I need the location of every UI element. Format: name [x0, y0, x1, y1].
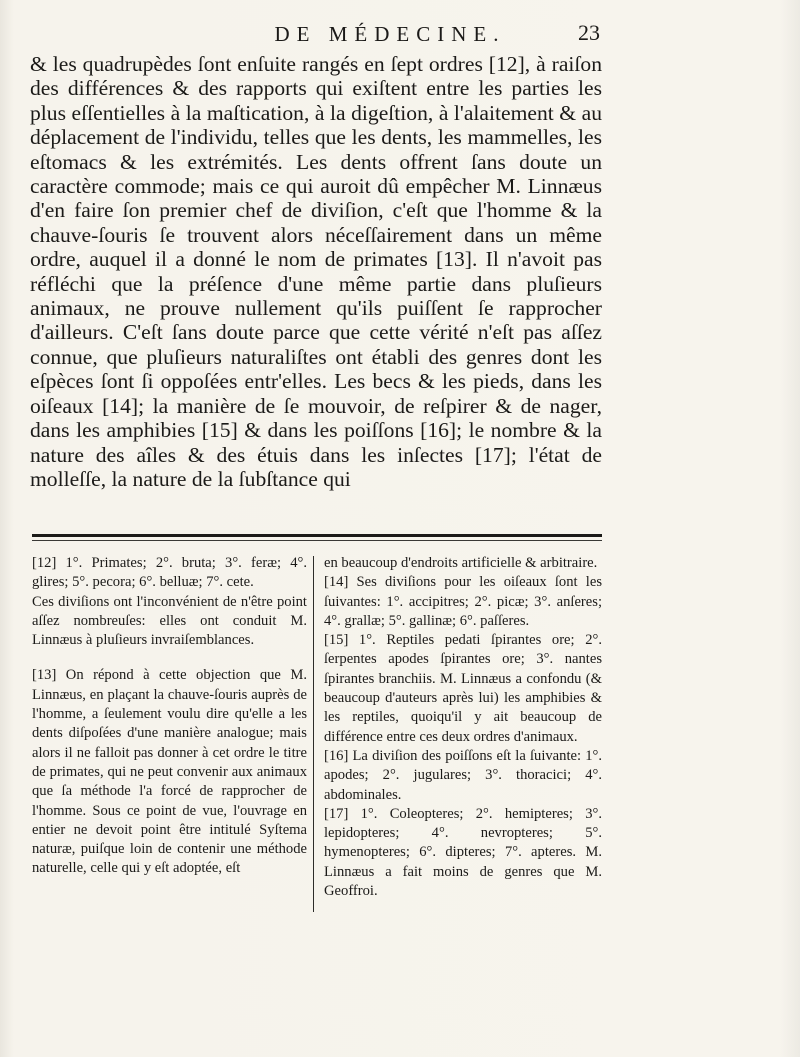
footnote-16: [16] La diviſion des poiſſons eſt la ſuivante: 1°. apodes; 2°. jugulares; 3°. thoracici; 4°. abdominales. — [324, 747, 602, 803]
footnote-15: [15] 1°. Reptiles pedati ſpirantes ore; 2°. ſerpentes apodes ſpirantes ore; 3°. nantes ſpirantes branchiis. M. Linnæus a confondu (& beaucoup d'auteurs après lui) les amphibies & les reptiles, quoiqu'il y ait beaucoup de différence entre ces deux ordres d'animaux. — [324, 632, 602, 745]
footnote-gap — [32, 650, 307, 666]
footnote-13: [13] On répond à cette objection que M. Linnæus, en plaçant la chauve-ſouris auprès de l'homme, a ſeulement voulu dire qu'elle a les dents diſpoſées d'une manière analogue; mais alors il ne falloit pas donner à cet ordre le titre de primates, qui ne peut convenir aux animaux que ſa méthode l'a forcé de rapprocher de l'homme. Sous ce point de vue, l'ouvrage en entier ne devoit point être intitulé Syſtema naturæ, puiſque loin de contenir une méthode naturelle, celle qui y eſt adoptée, eſt — [32, 667, 307, 877]
footnotes-right-column — [324, 554, 602, 901]
page-number: 23 — [578, 20, 600, 45]
footnote-14: [14] Ses diviſions pour les oiſeaux ſont les ſuivantes: 1°. accipitres; 2°. picæ; 3°. anſeres; 4°. grallæ; 5°. gallinæ; 6°. paſſeres. — [324, 574, 602, 629]
footnotes-left-column — [32, 554, 307, 879]
column-divider — [313, 556, 314, 912]
footnote-rule-thin — [32, 540, 602, 541]
main-text-block — [30, 52, 602, 491]
footnote-13-continued: en beaucoup d'endroits artificielle & arbitraire. — [324, 555, 598, 571]
footnote-12-comment: Ces diviſions ont l'inconvénient de n'être point aſſez nombreuſes: elles ont conduit M. Linnæus à pluſieurs invraiſemblances. — [32, 593, 307, 649]
footnote-17: [17] 1°. Coleopteres; 2°. hemipteres; 3°. lepidopteres; 4°. nevropteres; 5°. hymenopteres; 6°. dipteres; 7°. apteres. M. Linnæus a fait moins de genres que M. Geoffroi. — [324, 805, 602, 900]
main-paragraph: & les quadrupèdes ſont enſuite rangés en ſept ordres [12], à raiſon des différences & des rapports qui exiſtent entre les parties les plus eſſentielles à la maſtication, à la digeſtion, à l'alaitement & au déplacement de l'individu, telles que les dents, les mammelles, les eſtomacs & les extrémités. Les dents offrent ſans doute un caractère commode; mais ce qui auroit dû empêcher M. Linnæus d'en faire ſon premier chef de diviſion, c'eſt que l'homme & la chauve-ſouris ſe trouvent alors néceſſairement dans un même ordre, auquel il a donné le nom de primates [13]. Il n'avoit pas réfléchi que la préſence d'une même partie dans pluſieurs animaux, ne prouve nullement qu'ils puiſſent ſe rapprocher d'ailleurs. C'eſt ſans doute parce que cette vérité n'eſt pas aſſez connue, que pluſieurs naturaliſtes ont établi des genres dont les eſpèces ſont ſi oppoſées entr'elles. Les becs & les pieds, dans les oiſeaux [14]; la manière de ſe mouvoir, de reſpirer & de nager, dans les amphibies [15] & dans les poiſſons [16]; le nombre & la nature des aîles & des étuis dans les inſectes [17]; l'état de molleſſe, la nature de la ſubſtance qui — [30, 52, 602, 491]
footnote-rule-thick — [32, 534, 602, 537]
running-head: DE MÉDECINE. — [274, 22, 506, 46]
footnote-12: [12] 1°. Primates; 2°. bruta; 3°. feræ; 4°. glires; 5°. pecora; 6°. belluæ; 7°. cete. — [32, 555, 307, 591]
